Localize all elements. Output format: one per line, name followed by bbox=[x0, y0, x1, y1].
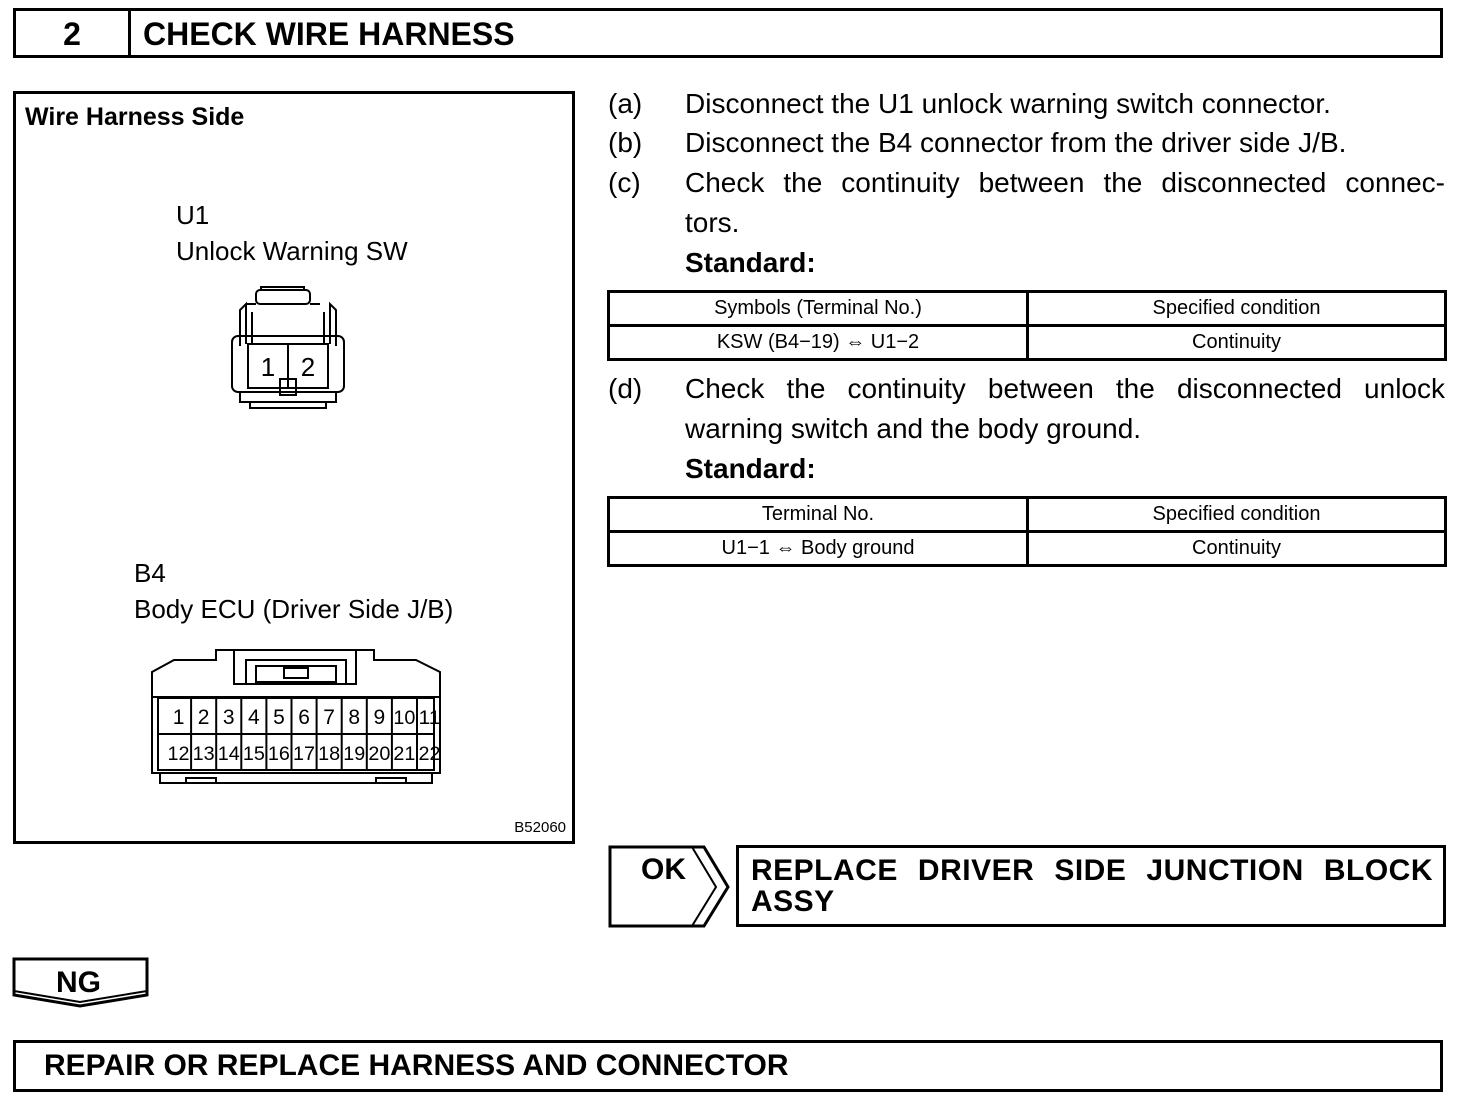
spec-table-c bbox=[607, 290, 1447, 361]
b4-pin-12: 12 bbox=[167, 744, 190, 765]
spec-table-d bbox=[607, 496, 1447, 567]
table-header-cell: Symbols (Terminal No.) bbox=[609, 292, 1028, 326]
step-c-standard-label: Standard: bbox=[685, 247, 816, 278]
b4-pin-3: 3 bbox=[222, 706, 235, 729]
step-b-letter: (b) bbox=[608, 127, 643, 158]
b4-pin-8: 8 bbox=[348, 706, 361, 729]
b4-pin-16: 16 bbox=[267, 744, 290, 765]
u1-connector-name: Unlock Warning SW bbox=[176, 236, 408, 266]
b4-pin-1: 1 bbox=[172, 706, 185, 729]
table-header-row bbox=[609, 292, 1446, 326]
b4-pin-4: 4 bbox=[248, 706, 260, 729]
step-d-standard-label: Standard: bbox=[685, 453, 816, 484]
step-title: CHECK WIRE HARNESS bbox=[143, 16, 515, 52]
ng-result-box bbox=[13, 1040, 1443, 1092]
table-header-cell: Terminal No. bbox=[609, 498, 1028, 532]
b4-pin-6: 6 bbox=[298, 706, 310, 729]
b4-pin-21: 21 bbox=[393, 744, 416, 765]
table-cell: KSW (B4−19) ⇔ U1−2 bbox=[609, 326, 1028, 360]
ng-result-text: REPAIR OR REPLACE HARNESS AND CONNECTOR bbox=[44, 1049, 789, 1082]
u1-pin-2: 2 bbox=[300, 352, 316, 382]
b4-pin-5: 5 bbox=[273, 706, 285, 729]
table-cell: U1−1 ⇔ Body ground bbox=[609, 532, 1028, 566]
step-d-text-line2: warning switch and the body ground. bbox=[685, 413, 1142, 444]
table-header-cell: Specified condition bbox=[1028, 498, 1446, 532]
b4-pin-18: 18 bbox=[318, 744, 341, 765]
table-header-cell: Specified condition bbox=[1028, 292, 1446, 326]
b4-pin-15: 15 bbox=[242, 744, 265, 765]
step-header bbox=[13, 8, 1443, 58]
b4-pin-9: 9 bbox=[373, 706, 386, 729]
step-number: 2 bbox=[16, 11, 131, 55]
step-d-text-line1: Check the continuity between the disconnected unlock bbox=[685, 373, 1445, 404]
wire-harness-figure bbox=[13, 91, 575, 844]
b4-pin-22: 22 bbox=[418, 744, 441, 765]
b4-pin-13: 13 bbox=[192, 744, 215, 765]
table-cell: Continuity bbox=[1028, 326, 1446, 360]
b4-connector-diagram bbox=[146, 642, 446, 794]
ng-label: NG bbox=[56, 966, 101, 999]
b4-pin-7: 7 bbox=[323, 706, 335, 729]
table-header-row bbox=[609, 498, 1446, 532]
ok-result-text: REPLACE DRIVER SIDE JUNCTION BLOCK ASSY bbox=[751, 854, 1433, 918]
step-c-text-line1: Check the continuity between the disconnected connec- bbox=[685, 167, 1445, 198]
b4-pin-14: 14 bbox=[217, 744, 241, 765]
ok-result-box bbox=[736, 845, 1446, 927]
b4-pin-2: 2 bbox=[197, 706, 210, 729]
step-a-letter: (a) bbox=[608, 88, 643, 119]
step-c-letter: (c) bbox=[608, 167, 641, 198]
ok-label: OK bbox=[641, 853, 686, 886]
step-a-text: Disconnect the U1 unlock warning switch connector. bbox=[685, 88, 1331, 119]
step-d-letter: (d) bbox=[608, 373, 643, 404]
table-cell: Continuity bbox=[1028, 532, 1446, 566]
figure-id: B52060 bbox=[514, 819, 566, 836]
b4-pin-10: 10 bbox=[393, 708, 416, 729]
u1-connector-code: U1 bbox=[176, 200, 210, 230]
figure-title: Wire Harness Side bbox=[25, 103, 245, 131]
b4-pin-11: 11 bbox=[418, 708, 441, 729]
b4-pin-17: 17 bbox=[293, 744, 316, 765]
step-c-text-line2: tors. bbox=[685, 207, 740, 238]
u1-pin-1: 1 bbox=[260, 352, 276, 382]
b4-pin-20: 20 bbox=[368, 744, 391, 765]
b4-connector-name: Body ECU (Driver Side J/B) bbox=[134, 594, 454, 624]
b4-connector-code: B4 bbox=[134, 558, 166, 588]
b4-pin-19: 19 bbox=[343, 744, 366, 765]
table-row bbox=[609, 326, 1446, 360]
step-b-text: Disconnect the B4 connector from the driver side J/B. bbox=[685, 127, 1347, 158]
table-row bbox=[609, 532, 1446, 566]
u1-connector-diagram bbox=[226, 284, 356, 424]
